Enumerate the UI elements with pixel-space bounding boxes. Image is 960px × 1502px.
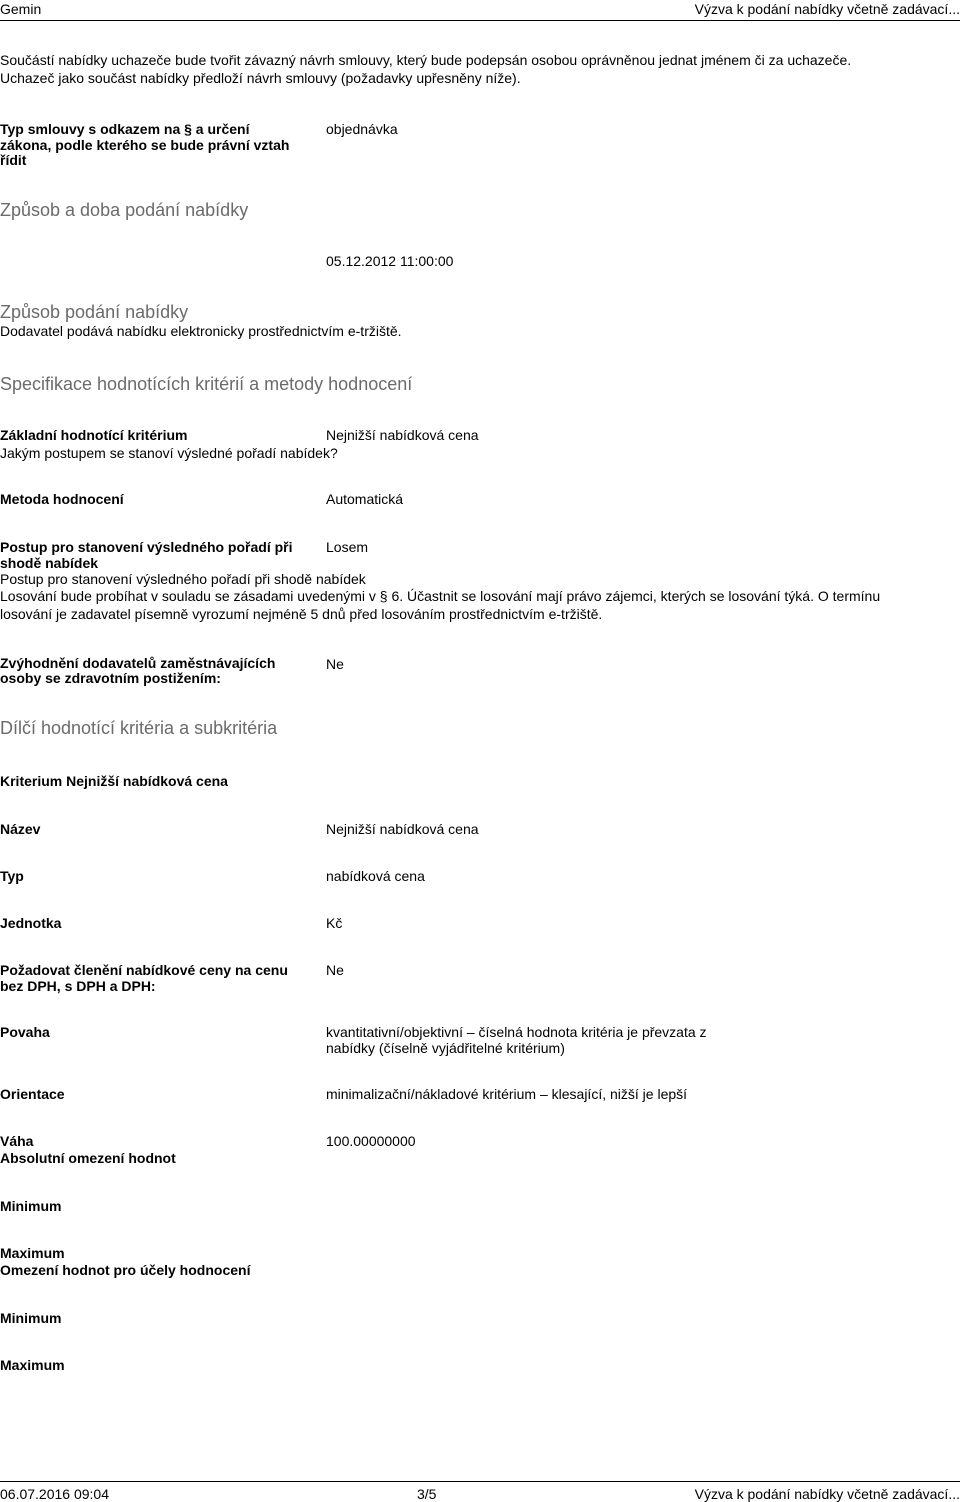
evaluation-method-value: Automatická: [326, 491, 404, 507]
ranking-question: Jakým postupem se stanoví výsledné pořadí nabídek?: [0, 445, 338, 461]
basic-criterion-value: Nejnižší nabídková cena: [326, 427, 479, 443]
criterion-name-value: Nejnižší nabídková cena: [326, 821, 479, 837]
criterion-title: Kriterium Nejnižší nabídková cena: [0, 773, 228, 789]
section-heading-submission-method: Způsob podání nabídky: [0, 302, 189, 322]
criterion-name-label: Název: [0, 821, 41, 837]
tie-procedure-label-line-1: Postup pro stanovení výsledného pořadí při: [0, 539, 293, 555]
advantage-value: Ne: [326, 656, 344, 672]
criterion-nature-label: Povaha: [0, 1024, 50, 1040]
submission-deadline: 05.12.2012 11:00:00: [326, 253, 454, 269]
header-title: Výzva k podání nabídky včetně zadávací...: [694, 1, 960, 17]
section-heading-submission: Způsob a doba podání nabídky: [0, 200, 249, 220]
tie-procedure-label-line-2: shodě nabídek: [0, 555, 99, 571]
intro-line-2: Uchazeč jako součást nabídky předloží návrh smlouvy (požadavky upřesněny níže).: [0, 70, 521, 86]
submission-method-text: Dodavatel podává nabídku elektronicky prostřednictvím e-tržiště.: [0, 323, 402, 339]
section-heading-criteria: Specifikace hodnotících kritérií a metody hodnocení: [0, 374, 413, 394]
criterion-weight-label: Váha: [0, 1133, 34, 1149]
vat-breakdown-label-line-1: Požadovat členění nabídkové ceny na cenu: [0, 962, 288, 978]
contract-type-value: objednávka: [326, 121, 398, 137]
contract-type-label-line-2: zákona, podle kterého se bude právní vztah: [0, 137, 290, 153]
absolute-limit-label: Absolutní omezení hodnot: [0, 1150, 176, 1166]
lottery-text-line-2: losování je zadavatel písemně vyrozumí nejméně 5 dnů před losováním prostřednictvím e-tržiště.: [0, 606, 603, 622]
tie-procedure-value: Losem: [326, 539, 369, 555]
tie-procedure-subheading: Postup pro stanovení výsledného pořadí při shodě nabídek: [0, 571, 366, 587]
criterion-orientation-value: minimalizační/nákladové kritérium – klesající, nižší je lepší: [326, 1086, 688, 1102]
criterion-nature-value-line-1: kvantitativní/objektivní – číselná hodnota kritéria je převzata z: [326, 1024, 707, 1040]
evaluation-method-label: Metoda hodnocení: [0, 491, 124, 507]
absolute-minimum-label: Minimum: [0, 1198, 62, 1214]
evaluation-minimum-label: Minimum: [0, 1310, 62, 1326]
criterion-type-value: nabídková cena: [326, 868, 425, 884]
section-heading-partial-criteria: Dílčí hodnotící kritéria a subkritéria: [0, 718, 278, 738]
criterion-weight-value: 100.00000000: [326, 1133, 416, 1149]
contract-type-label-line-3: řídit: [0, 152, 27, 168]
page-footer: [0, 1481, 960, 1502]
evaluation-limit-label: Omezení hodnot pro účely hodnocení: [0, 1262, 251, 1278]
criterion-orientation-label: Orientace: [0, 1086, 65, 1102]
page-header: [0, 0, 960, 21]
header-source: Gemin: [0, 1, 42, 17]
evaluation-maximum-label: Maximum: [0, 1357, 65, 1373]
vat-breakdown-label-line-2: bez DPH, s DPH a DPH:: [0, 978, 156, 994]
basic-criterion-label: Základní hodnotící kritérium: [0, 427, 188, 443]
criterion-nature-value-line-2: nabídky (číselně vyjádřitelné kritérium): [326, 1040, 565, 1056]
advantage-label-line-1: Zvýhodnění dodavatelů zaměstnávajících: [0, 655, 276, 671]
intro-line-1: Součástí nabídky uchazeče bude tvořit závazný návrh smlouvy, který bude podepsán osobou oprávněnou jednat jménem či za uchazeče.: [0, 52, 852, 68]
lottery-text-line-1: Losování bude probíhat v souladu se zásadami uvedenými v § 6. Účastnit se losování mají právo zájemci, kterých se losování týká. O termínu: [0, 588, 881, 604]
absolute-maximum-label: Maximum: [0, 1245, 65, 1261]
criterion-unit-label: Jednotka: [0, 915, 62, 931]
footer-title: Výzva k podání nabídky včetně zadávací...: [694, 1486, 960, 1502]
contract-type-label-line-1: Typ smlouvy s odkazem na § a určení: [0, 121, 250, 137]
criterion-type-label: Typ: [0, 868, 24, 884]
vat-breakdown-value: Ne: [326, 962, 344, 978]
footer-page-number: 3/5: [417, 1486, 437, 1502]
advantage-label-line-2: osoby se zdravotním postižením:: [0, 670, 221, 686]
footer-datetime: 06.07.2016 09:04: [0, 1486, 109, 1502]
criterion-unit-value: Kč: [326, 915, 343, 931]
